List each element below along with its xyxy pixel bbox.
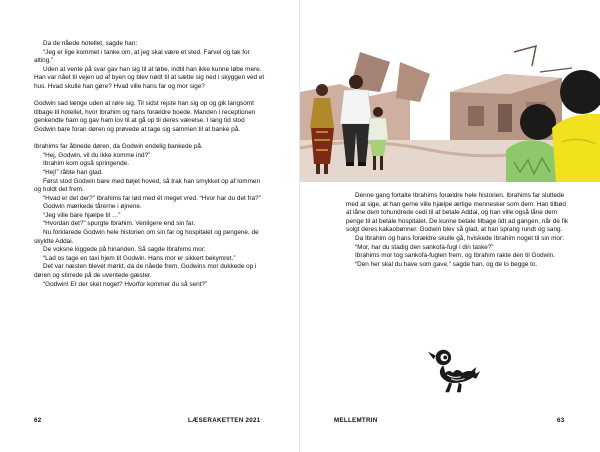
paragraph: De voksne kiggede på hinanden. Så sagde Ibrahims mor: bbox=[43, 246, 206, 254]
paragraph: “Lad os tage en taxi hjem til Godwin. Hans mor er sikkert bekymret.” bbox=[43, 254, 236, 262]
paragraph: “Jeg er lige kommet i tanke om, at jeg skal være et sted. Farvel og tak for alting.” bbox=[34, 48, 250, 65]
paragraph: “Hvad er det der?” Ibrahims far lød med ét meget vred. “Hvor har du det fra?” bbox=[43, 194, 261, 202]
right-text-column bbox=[346, 192, 572, 269]
right-page bbox=[300, 0, 600, 452]
paragraph: Uden at vente på svar gav han sig til at løbe, indtil han ikke kunne løbe mere. Han var nået til vejen ud af byen og blev nødt til at sætte sig ned i skyggen ved et hus. Hvad skulle han gøre? Hvad ville hans far og mor sige? bbox=[34, 65, 265, 90]
paragraph: Godwin sad længe uden at røre sig. Til sidst rejste han sig op og gik langsomt tilbage til hotellet, hvor Ibrahim og hans forældre boede. Manden i receptionen genkendte ham og gav ham lov til at gå op til deres værelse. I lang tid stod Godwin bare foran døren og prøvede at tage sig sammen til at banke på. bbox=[34, 100, 256, 133]
paragraph: “Hej!” råbte han glad. bbox=[43, 168, 104, 176]
paragraph: “Jeg ville bare hjælpe til …” bbox=[43, 211, 121, 219]
paragraph: “Godwin! Er der sket noget? Hvorfor kommer du så sent?” bbox=[43, 280, 208, 288]
paragraph: Det var næsten blevet mørkt, da de nåede frem. Godwins mor dukkede op i døren og stirrede på de uventede gæster. bbox=[34, 263, 257, 280]
section-title: MELLEMTRIN bbox=[334, 417, 378, 424]
paragraph: Da de nåede hotellet, sagde han: bbox=[43, 40, 138, 47]
page-number-right: 63 bbox=[557, 417, 565, 424]
paragraph: Da Ibrahim og hans forældre skulle gå, hviskede Ibrahim noget til sin mor: bbox=[355, 234, 564, 242]
paragraph: Godwin mærkede tårerne i øjnene. bbox=[43, 203, 142, 211]
paragraph: Ibrahim kom også springende. bbox=[43, 160, 129, 168]
paragraph: Ibrahims mor tog sankofa-fuglen frem, og Ibrahim rakte den til Godwin. bbox=[355, 252, 555, 260]
paragraph: Denne gang fortalte Ibrahims forældre hele historien. Ibrahims far sluttede med at sige, at han gerne ville hjælpe ærlige mennesker som dem. Han tilbød at låne dem tohundrede cedi til at betale Addai, og han ville også låne dem penge til at betale hospitalet. De kunne betale tilbage lidt ad gangen, når de fik solgt deres kakaobønner. Godwin blev så glad, at han sprang rundt og sang. bbox=[346, 192, 569, 234]
paragraph: Nu forklarede Godwin hele historien om sin far og hospitalet og pengene, de skyldte Addai. bbox=[34, 229, 259, 245]
running-title: LÆSERAKETTEN 2021 bbox=[188, 417, 261, 424]
paragraph: Først stod Godwin bare med bøjet hoved, så trak han smykket op af lommen og holdt det frem. bbox=[34, 177, 261, 194]
sankofa-bird-icon bbox=[424, 345, 482, 395]
paragraph: “Hvordan det?” spurgte Ibrahim. Venligere end sin far. bbox=[43, 220, 196, 228]
page-number-left: 62 bbox=[34, 417, 42, 424]
left-text-column bbox=[34, 40, 266, 289]
paragraph: Ibrahims far åbnede døren, da Godwin endelig bankede på. bbox=[34, 143, 203, 151]
paragraph: “Den her skal du have som gave,” sagde han, og de lo begge to. bbox=[355, 260, 538, 268]
family-walking-illustration bbox=[300, 32, 600, 182]
paragraph: “Mor, har du stadig den sankofa-fugl i din taske?” bbox=[355, 243, 494, 251]
paragraph: “Hej, Godwin, vil du ikke komme ind?” bbox=[43, 151, 151, 159]
